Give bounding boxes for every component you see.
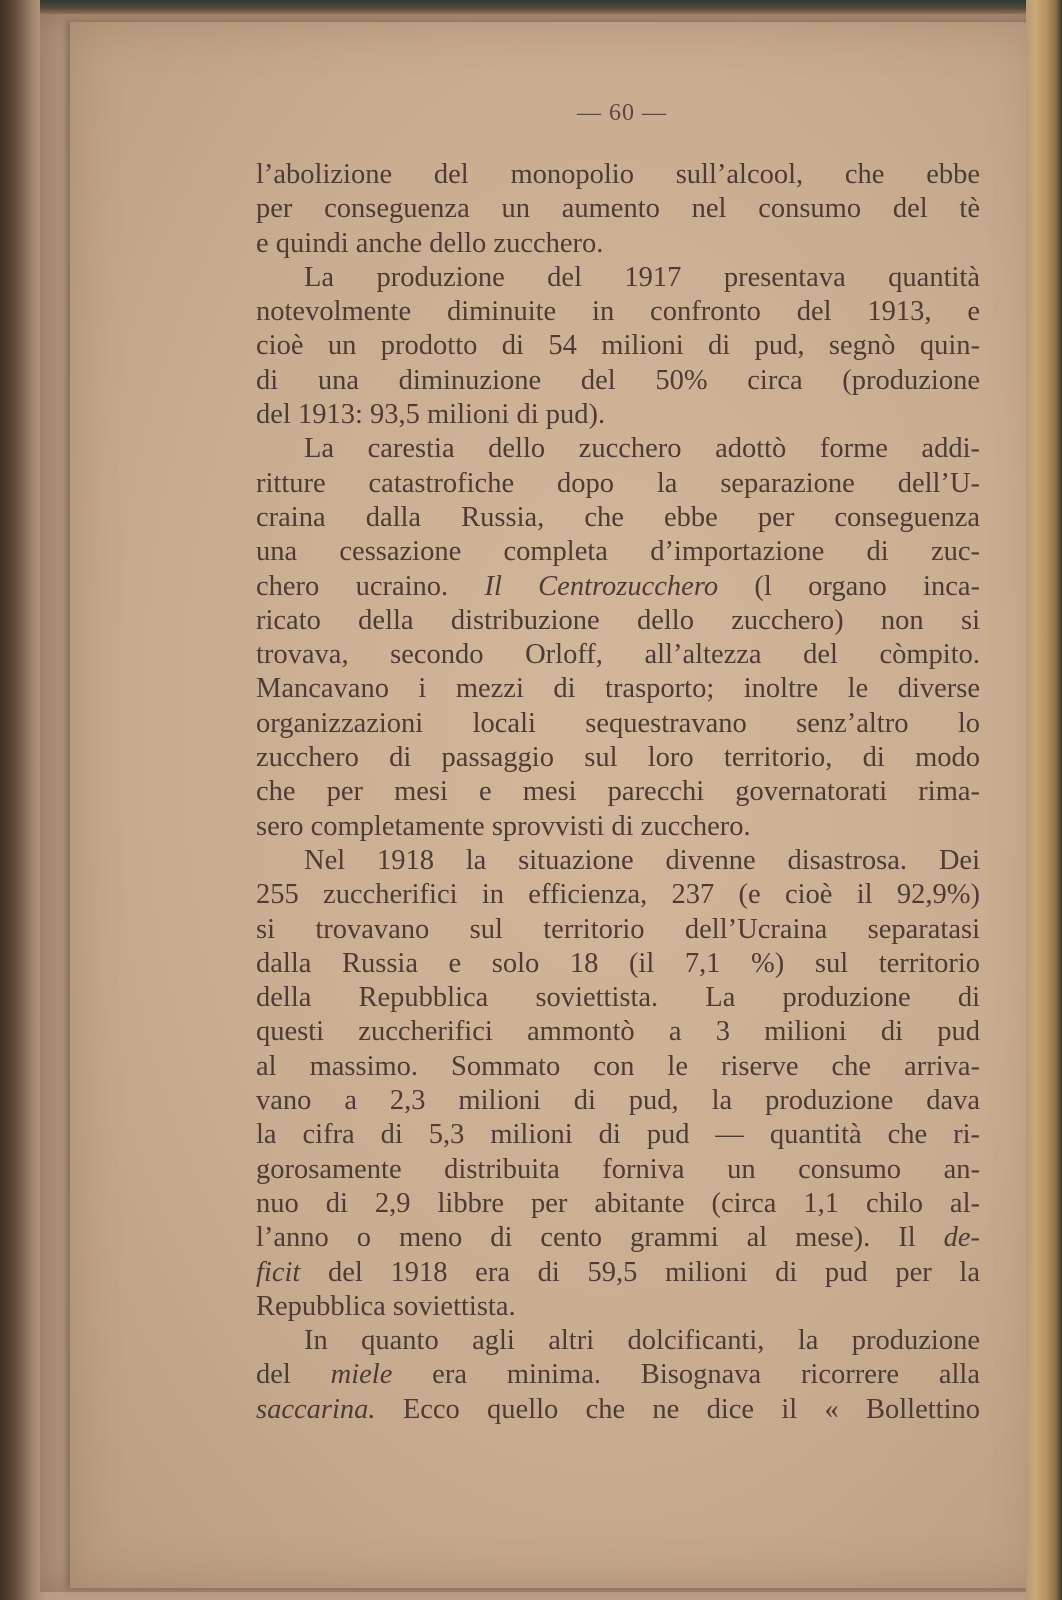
text-line: si trovavano sul territorio dell’Ucraina separatasi <box>256 913 980 945</box>
text-line: chero ucraino. Il Centrozucchero (l organo inca- <box>256 570 980 602</box>
text-line: ritture catastrofiche dopo la separazione dell’U- <box>256 467 980 499</box>
text-line: Repubblica soviettista. <box>256 1290 516 1322</box>
text-line: vano a 2,3 milioni di pud, la produzione dava <box>256 1085 980 1117</box>
body-text <box>256 158 980 1427</box>
text-line: della Repubblica soviettista. La produzione di <box>256 982 980 1014</box>
text-line: La produzione del 1917 presentava quantità <box>304 261 980 293</box>
text-line: ricato della distribuzione dello zucchero) non si <box>256 604 980 636</box>
text-line: 255 zuccherifici in efficienza, 237 (e cioè il 92,9%) <box>256 879 980 911</box>
text-line: nuo di 2,9 libbre per abitante (circa 1,1 chilo al- <box>256 1187 980 1219</box>
text-line: l’anno o meno di cento grammi al mese). Il de- <box>256 1222 980 1254</box>
text-line: e quindi anche dello zucchero. <box>256 227 604 259</box>
text-line: del 1913: 93,5 milioni di pud). <box>256 399 606 431</box>
text-line: per conseguenza un aumento nel consumo del tè <box>256 193 980 225</box>
text-line: zucchero di passaggio sul loro territorio, di modo <box>256 742 980 774</box>
text-line: gorosamente distribuita forniva un consumo an- <box>256 1153 980 1185</box>
text-line: In quanto agli altri dolcificanti, la produzione <box>304 1325 980 1357</box>
text-line: organizzazioni locali sequestravano senz’altro lo <box>256 707 980 739</box>
text-line: di una diminuzione del 50% circa (produzione <box>256 364 980 396</box>
text-line: notevolmente diminuite in confronto del 1913, e <box>256 296 980 328</box>
text-line: al massimo. Sommato con le riserve che arriva- <box>256 1050 980 1082</box>
text-line: cioè un prodotto di 54 milioni di pud, segnò quin- <box>256 330 980 362</box>
text-line: La carestia dello zucchero adottò forme addi- <box>304 433 980 465</box>
text-line: la cifra di 5,3 milioni di pud — quantità che ri- <box>256 1119 980 1151</box>
page-number-header: — 60 — <box>577 100 667 126</box>
text-line: che per mesi e mesi parecchi governatorati rima- <box>256 776 980 808</box>
text-line: saccarina. Ecco quello che ne dice il « Bollettino <box>256 1393 980 1425</box>
page-stack-edge <box>1026 0 1062 1600</box>
text-line: Nel 1918 la situazione divenne disastrosa. Dei <box>304 844 980 876</box>
text-line: del miele era minima. Bisognava ricorrere alla <box>256 1359 980 1391</box>
text-line: dalla Russia e solo 18 (il 7,1 %) sul territorio <box>256 947 980 979</box>
text-line: questi zuccherifici ammontò a 3 milioni di pud <box>256 1016 980 1048</box>
text-line: una cessazione completa d’importazione di zuc- <box>256 536 980 568</box>
text-line: l’abolizione del monopolio sull’alcool, che ebbe <box>256 159 980 190</box>
text-line: Mancavano i mezzi di trasporto; inoltre le diverse <box>256 673 980 705</box>
text-line: sero completamente sprovvisti di zucchero. <box>256 810 751 842</box>
text-line: ficit del 1918 era di 59,5 milioni di pud per la <box>256 1256 980 1288</box>
text-line: craina dalla Russia, che ebbe per conseguenza <box>256 501 980 533</box>
text-line: trovava, secondo Orloff, all’altezza del còmpito. <box>256 639 980 671</box>
